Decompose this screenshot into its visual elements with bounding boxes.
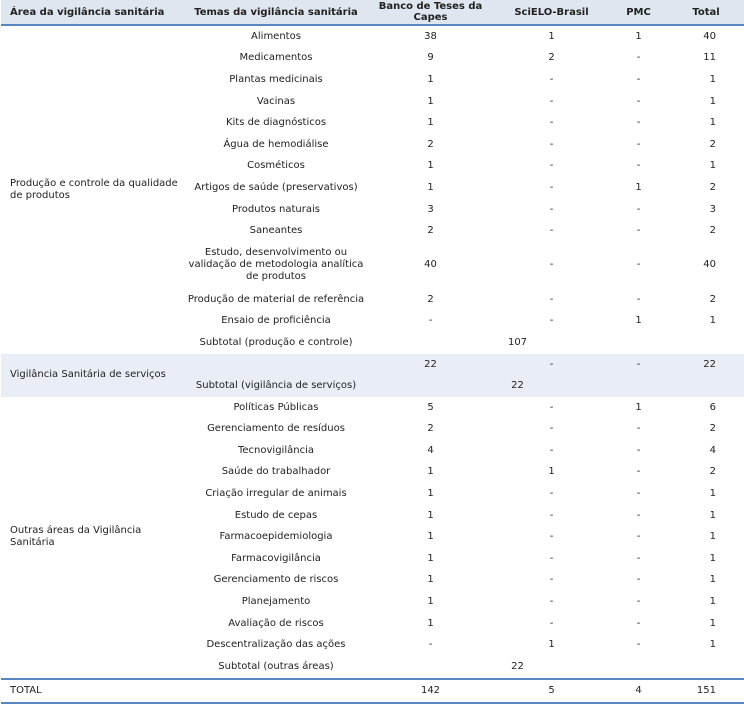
scielo-cell: - (549, 203, 554, 215)
capes-cell: 1 (427, 181, 434, 193)
pmc-cell: - (636, 617, 641, 629)
capes-cell: 1 (427, 95, 434, 107)
capes-cell: 2 (427, 138, 434, 150)
subtotal-label: Subtotal (produção e controle) (199, 336, 353, 348)
scielo-cell: - (549, 423, 554, 435)
tema-cell: Tecnovigilância (238, 444, 314, 456)
pmc-cell: - (636, 552, 641, 564)
scielo-cell: 1 (548, 639, 555, 651)
pmc-cell: 1 (635, 30, 642, 42)
tema-cell: Ensaio de proficiência (221, 315, 331, 327)
pmc-cell: - (636, 444, 641, 456)
total-cell: 40 (703, 30, 716, 42)
total-cell: 2 (709, 466, 716, 478)
header-scielo: SciELO-Brasil (494, 0, 609, 25)
header-pmc: PMC (609, 0, 668, 25)
pmc-cell: - (636, 160, 641, 172)
capes-cell: 1 (427, 509, 434, 521)
total-cell: 1 (709, 160, 716, 172)
pmc-cell: - (636, 509, 641, 521)
tema-cell: Avaliação de riscos (228, 617, 324, 629)
total-cell: 3 (709, 203, 716, 215)
pmc-cell: - (636, 117, 641, 129)
area-cell: Produção e controle da qualidade de produtos (10, 177, 178, 201)
capes-cell: 22 (367, 354, 494, 376)
scielo-cell: 2 (548, 52, 555, 64)
pmc-cell: - (636, 596, 641, 608)
pmc-cell: - (636, 259, 641, 271)
total-cell: 4 (709, 444, 716, 456)
total-cell: 1 (709, 488, 716, 500)
scielo-cell: - (494, 354, 609, 376)
subtotal-label: Subtotal (vigilância de serviços) (185, 375, 367, 397)
pmc-cell: - (636, 466, 641, 478)
capes-cell: 1 (427, 617, 434, 629)
scielo-cell: - (549, 509, 554, 521)
capes-cell: 1 (427, 596, 434, 608)
scielo-cell: - (549, 574, 554, 586)
pmc-cell: - (636, 73, 641, 85)
scielo-cell: - (549, 552, 554, 564)
subtotal-label: Subtotal (outras áreas) (218, 660, 334, 672)
total-capes: 142 (367, 679, 494, 703)
pmc-cell: - (636, 423, 641, 435)
pmc-cell: - (636, 574, 641, 586)
tema-cell: Saúde do trabalhador (221, 466, 331, 478)
table-row (1, 25, 744, 48)
capes-cell: 1 (427, 574, 434, 586)
tema-cell (185, 354, 367, 376)
tema-cell: Farmacovigilância (231, 552, 321, 564)
total-pmc: 4 (609, 679, 668, 703)
tema-cell: Estudo de cepas (234, 509, 318, 521)
total-cell: 11 (703, 52, 716, 64)
tema-cell: Plantas medicinais (229, 73, 323, 85)
table-body (1, 25, 744, 703)
total-cell: 1 (709, 617, 716, 629)
total-cell: 1 (709, 73, 716, 85)
capes-cell: 4 (427, 444, 434, 456)
capes-cell: 3 (427, 203, 434, 215)
scielo-cell: 1 (548, 466, 555, 478)
scielo-cell: - (549, 181, 554, 193)
vigilancia-table (1, 0, 744, 704)
total-cell: 2 (709, 138, 716, 150)
scielo-cell: - (549, 596, 554, 608)
header-temas: Temas da vigilância sanitária (185, 0, 367, 25)
scielo-cell: - (549, 225, 554, 237)
scielo-cell: 1 (548, 30, 555, 42)
total-cell: 1 (709, 552, 716, 564)
tema-cell: Farmacoepidemiologia (219, 531, 333, 543)
tema-cell: Produção de material de referência (187, 293, 365, 305)
subtotal-empty (668, 332, 744, 354)
tema-cell: Produtos naturais (232, 203, 320, 215)
scielo-cell: - (549, 315, 554, 327)
pmc-cell: 1 (635, 401, 642, 413)
capes-cell: 5 (427, 401, 434, 413)
header-capes: Banco de Teses da Capes (367, 0, 494, 25)
area-cell: Outras áreas da Vigilância Sanitária (10, 525, 142, 549)
pmc-cell: - (636, 293, 641, 305)
capes-cell: 2 (427, 293, 434, 305)
scielo-cell: - (549, 531, 554, 543)
subtotal-empty (668, 656, 744, 679)
scielo-cell: - (549, 259, 554, 271)
total-tema (185, 679, 367, 703)
capes-cell: 1 (427, 160, 434, 172)
capes-cell: 1 (427, 552, 434, 564)
pmc-cell: - (609, 354, 668, 376)
pmc-cell: - (636, 488, 641, 500)
tema-cell: Medicamentos (239, 52, 313, 64)
tema-cell: Alimentos (251, 30, 301, 42)
tema-cell: Gerenciamento de resíduos (207, 423, 345, 435)
tema-cell: Vacinas (256, 95, 296, 107)
tema-cell: Artigos de saúde (preservativos) (194, 181, 358, 193)
pmc-cell: - (636, 95, 641, 107)
area-cell: Vigilância Sanitária de serviços (1, 354, 185, 397)
total-scielo: 5 (494, 679, 609, 703)
tema-cell: Criação irregular de animais (205, 488, 347, 500)
total-cell: 1 (709, 596, 716, 608)
scielo-cell: - (549, 160, 554, 172)
total-label: TOTAL (1, 679, 185, 703)
scielo-cell: - (549, 401, 554, 413)
total-cell: 1 (709, 315, 716, 327)
subtotal-value: 22 (367, 375, 668, 397)
scielo-cell: - (549, 293, 554, 305)
total-cell: 22 (668, 354, 744, 376)
total-cell: 6 (709, 401, 716, 413)
total-cell: 2 (709, 181, 716, 193)
pmc-cell: - (636, 225, 641, 237)
tema-cell: Políticas Públicas (233, 401, 319, 413)
capes-cell: 9 (427, 52, 434, 64)
subtotal-empty (668, 375, 744, 397)
table-row (1, 397, 744, 419)
tema-cell: Gerenciamento de riscos (213, 574, 339, 586)
capes-cell: 1 (427, 531, 434, 543)
pmc-cell: 1 (635, 315, 642, 327)
capes-cell: - (428, 639, 433, 651)
tema-cell: Descentralização das ações (206, 639, 346, 651)
capes-cell: 40 (424, 259, 437, 271)
capes-cell: 1 (427, 73, 434, 85)
pmc-cell: - (636, 203, 641, 215)
total-cell: 1 (709, 95, 716, 107)
capes-cell: - (428, 315, 433, 327)
scielo-cell: - (549, 617, 554, 629)
scielo-cell: - (549, 444, 554, 456)
pmc-cell: - (636, 138, 641, 150)
scielo-cell: - (549, 95, 554, 107)
capes-cell: 1 (427, 117, 434, 129)
tema-cell: Kits de diagnósticos (225, 117, 327, 129)
scielo-cell: - (549, 73, 554, 85)
scielo-cell: - (549, 138, 554, 150)
scielo-cell: - (549, 117, 554, 129)
capes-cell: 1 (427, 488, 434, 500)
total-total: 151 (668, 679, 744, 703)
pmc-cell: 1 (635, 181, 642, 193)
total-cell: 2 (709, 423, 716, 435)
capes-cell: 1 (427, 466, 434, 478)
total-cell: 1 (709, 639, 716, 651)
subtotal-value: 22 (511, 660, 524, 672)
pmc-cell: - (636, 639, 641, 651)
header-area: Área da vigilância sanitária (1, 0, 185, 25)
total-cell: 1 (709, 531, 716, 543)
capes-cell: 38 (424, 30, 437, 42)
table-row (1, 354, 744, 376)
tema-cell: Estudo, desenvolvimento ou validação de metodologia analítica de produtos (188, 247, 364, 283)
total-cell: 2 (709, 225, 716, 237)
total-cell: 1 (709, 117, 716, 129)
tema-cell: Saneantes (249, 225, 303, 237)
tema-cell: Cosméticos (247, 160, 305, 172)
total-cell: 40 (703, 259, 716, 271)
total-row (1, 679, 744, 703)
tema-cell: Planejamento (241, 596, 311, 608)
subtotal-value: 107 (507, 336, 528, 348)
capes-cell: 2 (427, 423, 434, 435)
capes-cell: 2 (427, 225, 434, 237)
total-cell: 2 (709, 293, 716, 305)
total-cell: 1 (709, 574, 716, 586)
total-cell: 1 (709, 509, 716, 521)
scielo-cell: - (549, 488, 554, 500)
table-header (1, 0, 744, 25)
pmc-cell: - (636, 531, 641, 543)
header-total: Total (668, 0, 744, 25)
tema-cell: Água de hemodiálise (223, 138, 329, 150)
pmc-cell: - (636, 52, 641, 64)
